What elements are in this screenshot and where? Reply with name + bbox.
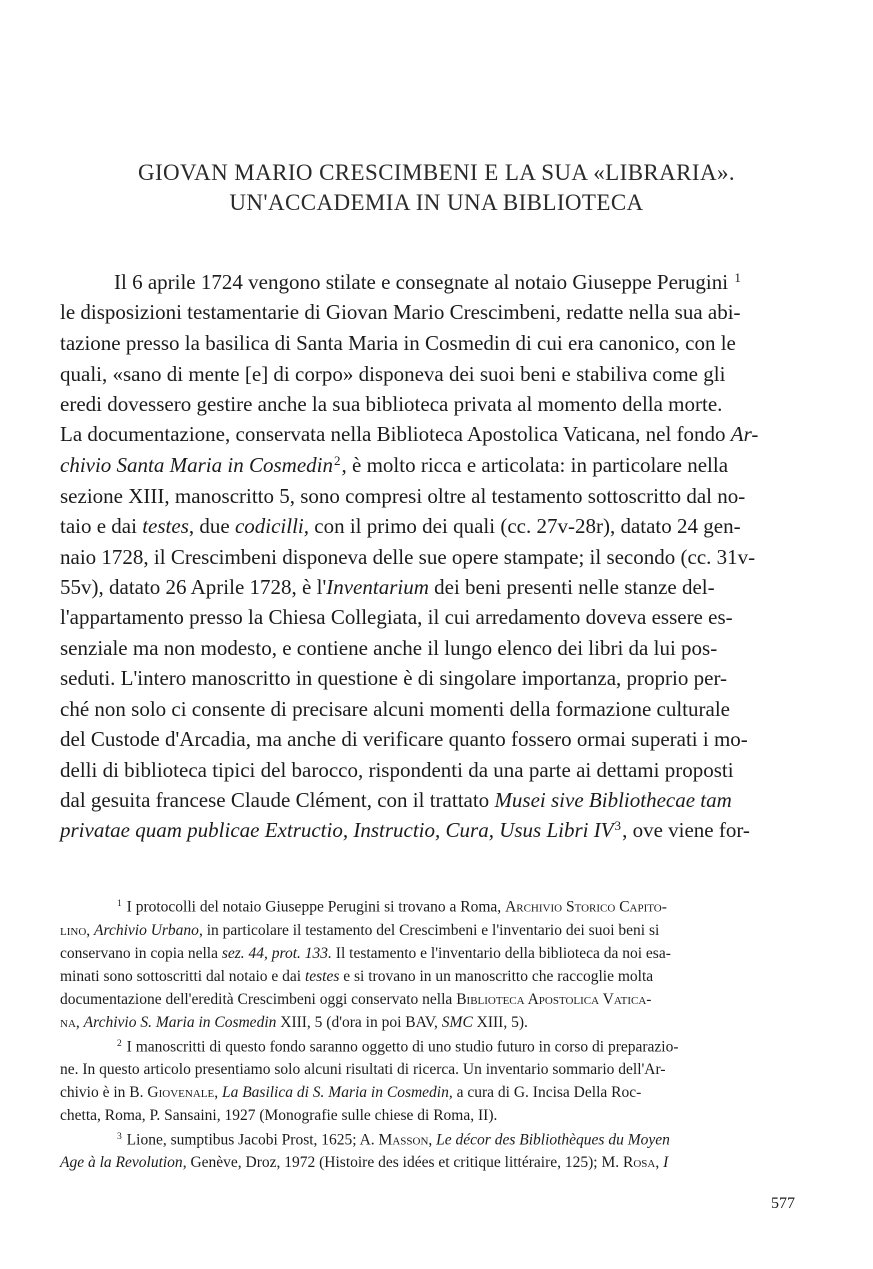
footnote-text: , [86,922,95,939]
footnote-number: 3 [117,1131,122,1142]
italic-text: La Basilica di S. Maria in Cosmedin, [221,1084,453,1101]
italic-text: SMC [441,1014,473,1031]
small-caps-text: Rosa [623,1154,656,1171]
footnote-text: conservano in copia nella [60,945,222,962]
body-text-span: , due [188,514,235,538]
title-line-2: UN'ACCADEMIA IN UNA BIBLIOTECA [229,190,644,215]
small-caps-text: Giovenale [147,1084,215,1101]
footnote-1-line-2 [60,922,659,940]
footnote-text: documentazione dell'eredità Crescimbeni oggi conservato nella [60,991,457,1008]
footnote-text: I protocolli del notaio Giuseppe Perugini si trovano a Roma, [122,898,506,916]
italic-text: Le décor des Bibliothèques du Moyen [436,1131,670,1149]
footnote-ref-3: 3 [614,818,622,833]
small-caps-text: lino [60,922,87,939]
italic-text: chivio Santa Maria in Cosmedin [60,453,333,478]
italic-text: Age à la Revolution [60,1154,183,1171]
italic-text: Ar- [730,422,759,446]
footnote-2-line-2: ne. In questo articolo presentiamo solo alcuni risultati di ricerca. Un inventario sommario dell'Ar- [60,1061,666,1078]
body-line-3: tazione presso la basilica di Santa Maria in Cosmedin di cui era canonico, con le [60,331,736,355]
footnote-2-line-1 [116,1038,679,1056]
body-text-span: , è molto ricca e articolata: in particolare nella [341,453,729,478]
footnote-1-line-3 [60,945,671,963]
footnote-text: I manoscritti di questo fondo saranno oggetto di uno studio futuro in corso di preparazio- [122,1038,679,1056]
footnote-3-line-1 [116,1131,670,1149]
body-line-15: ché non solo ci consente di precisare alcuni momenti della formazione culturale [60,697,730,721]
body-line-2: le disposizioni testamentarie di Giovan Mario Crescimbeni, redatte nella sua abi- [60,300,741,324]
body-line-19 [60,818,750,843]
footnote-text: , [214,1084,222,1101]
footnote-text: Il testamento e l'inventario della biblioteca da noi esa- [331,945,671,962]
article-title [60,158,813,218]
italic-text: testes [142,514,189,538]
body-line-9 [60,514,741,539]
footnote-text: , [75,1014,84,1031]
body-text-span: Il 6 aprile 1724 vengono stilate e consegnate al notaio Giuseppe Perugini [114,270,734,295]
footnote-text: e si trovano in un manoscritto che raccoglie molta [339,968,654,985]
title-line-1: GIOVAN MARIO CRESCIMBENI E LA SUA «LIBRARIA». [137,160,736,185]
small-caps-text: Archivio Storico Capito- [505,898,667,916]
body-text-span: con il primo dei quali (cc. 27v-28r), datato 24 gen- [309,514,741,538]
body-line-1 [114,270,742,295]
footnote-1-line-6 [60,1014,528,1032]
body-line-8: sezione XIII, manoscritto 5, sono compresi oltre al testamento sottoscritto dal no- [60,484,746,508]
small-caps-text: Masson [378,1131,429,1149]
footnote-text: a cura di G. Incisa Della Roc- [452,1084,642,1101]
body-line-14: seduti. L'intero manoscritto in questione è di singolare importanza, proprio per- [60,666,728,690]
footnote-text: , [428,1131,437,1149]
footnote-ref-2: 2 [333,453,341,468]
footnote-text: Lione, sumptibus Jacobi Prost, 1625; A. [122,1131,379,1149]
page-number: 577 [771,1195,795,1212]
italic-text: testes [304,968,340,985]
footnote-1-line-1 [116,898,667,916]
body-line-10: naio 1728, il Crescimbeni disponeva delle sue opere stampate; il secondo (cc. 31v- [60,545,756,569]
body-line-5: eredi dovessero gestire anche la sua biblioteca privata al momento della morte. [60,392,723,416]
italic-text: Musei sive Bibliothecae tam [494,788,732,812]
footnote-text: chivio è in B. [60,1084,148,1101]
footnote-number: 1 [117,898,122,909]
body-text-span: , ove viene for- [622,818,750,843]
footnote-text: , [655,1154,664,1171]
body-text-span: 55v), datato 26 Aprile 1728, è l' [60,575,327,599]
footnote-ref-1: 1 [734,270,741,285]
footnote-text: XIII, 5). [472,1014,528,1031]
italic-text: Archivio S. Maria in Cosmedin [83,1014,277,1031]
italic-text: I [663,1154,669,1171]
footnote-2-line-4: chetta, Roma, P. Sansaini, 1927 (Monografie sulle chiese di Roma, II). [60,1107,498,1124]
footnote-3-line-2 [60,1154,668,1172]
small-caps-text: Biblioteca Apostolica Vatica- [456,991,652,1008]
small-caps-text: na [60,1014,76,1031]
body-line-18 [60,788,732,813]
body-text-span: La documentazione, conservata nella Biblioteca Apostolica Vaticana, nel fondo [60,422,731,446]
footnote-2-line-3 [60,1084,641,1102]
italic-text: privatae quam publicae Extructio, Instructio, Cura, Usus Libri IV [60,818,614,843]
body-text-span: dei beni presenti nelle stanze del- [428,575,715,599]
body-line-11 [60,575,715,600]
italic-text: codicilli, [234,514,310,538]
body-line-13: senziale ma non modesto, e contiene anche il lungo elenco dei libri da lui pos- [60,636,718,660]
footnote-text: minati sono sottoscritti dal notaio e dai [60,968,305,985]
italic-text: sez. 44, prot. 133. [221,945,332,962]
italic-text: Archivio Urbano [94,922,199,939]
footnote-text: XIII, 5 (d'ora in poi BAV, [276,1014,442,1031]
italic-text: Inventarium [326,575,429,599]
footnote-number: 2 [117,1038,122,1049]
body-text-span: dal gesuita francese Claude Clément, con il trattato [60,788,495,812]
footnote-1-line-4 [60,968,653,986]
body-line-16: del Custode d'Arcadia, ma anche di verificare quanto fossero ormai superati i mo- [60,727,748,751]
footnote-text: , Genève, Droz, 1972 (Histoire des idées et critique littéraire, 125); M. [182,1154,624,1171]
body-line-7 [60,453,728,478]
footnote-1-line-5 [60,991,651,1009]
body-line-6 [60,422,758,447]
body-line-4: quali, «sano di mente [e] di corpo» disponeva dei suoi beni e stabiliva come gli [60,362,726,386]
body-line-17: delli di biblioteca tipici del barocco, rispondenti da una parte ai dettami proposti [60,758,734,782]
body-text-span: taio e dai [60,514,143,538]
footnote-text: , in particolare il testamento del Crescimbeni e l'inventario dei suoi beni si [198,922,660,939]
body-line-12: l'appartamento presso la Chiesa Collegiata, il cui arredamento doveva essere es- [60,605,733,629]
